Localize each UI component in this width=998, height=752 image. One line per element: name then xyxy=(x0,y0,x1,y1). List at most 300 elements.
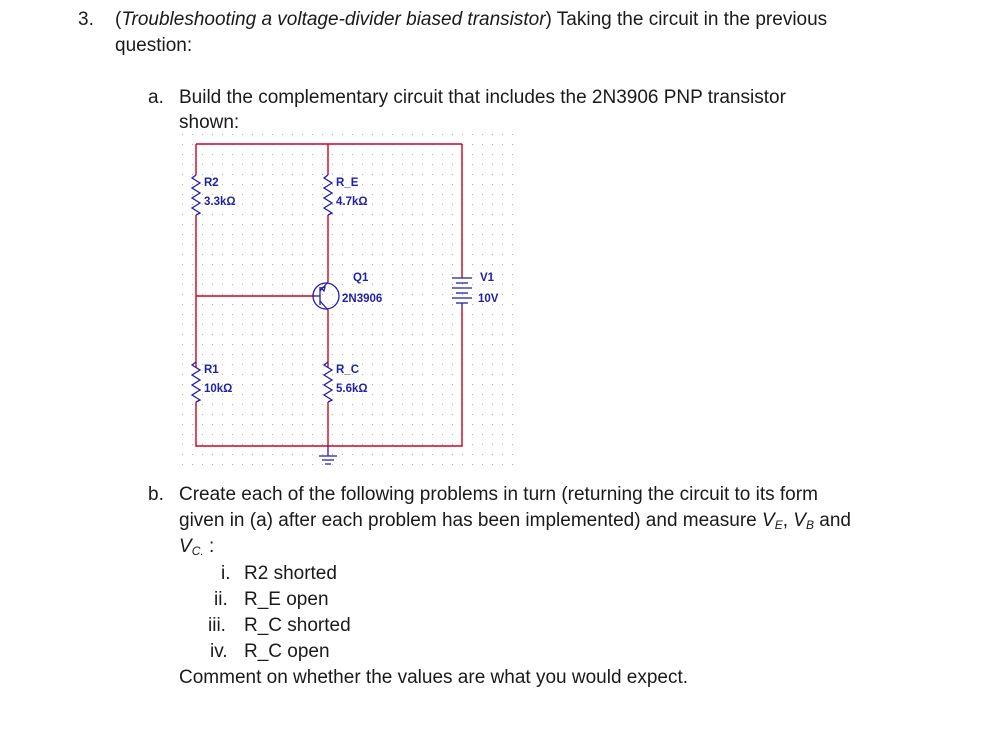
grid-dot xyxy=(492,174,493,175)
grid-dot xyxy=(352,454,353,455)
grid-dot xyxy=(332,414,333,415)
grid-dot xyxy=(232,444,233,445)
circuit-components xyxy=(192,175,472,464)
grid-dot xyxy=(312,384,313,385)
grid-dot xyxy=(492,134,493,135)
grid-dot xyxy=(322,354,323,355)
grid-dot xyxy=(432,214,433,215)
grid-dot xyxy=(452,384,453,385)
grid-dot xyxy=(482,414,483,415)
grid-dot xyxy=(232,274,233,275)
grid-dot xyxy=(432,224,433,225)
grid-dot xyxy=(372,244,373,245)
grid-dot xyxy=(372,434,373,435)
grid-dot xyxy=(502,144,503,145)
grid-dot xyxy=(512,434,513,435)
grid-dot xyxy=(232,264,233,265)
grid-dot xyxy=(282,364,283,365)
grid-dot xyxy=(332,294,333,295)
grid-dot xyxy=(452,334,453,335)
grid-dot xyxy=(262,454,263,455)
grid-dot xyxy=(452,184,453,185)
grid-dot xyxy=(302,324,303,325)
grid-dot xyxy=(452,434,453,435)
grid-dot xyxy=(452,224,453,225)
grid-dot xyxy=(202,314,203,315)
grid-dot xyxy=(202,404,203,405)
grid-dot xyxy=(242,364,243,365)
grid-dot xyxy=(442,174,443,175)
grid-dot xyxy=(402,464,403,465)
grid-dot xyxy=(212,424,213,425)
grid-dot xyxy=(382,454,383,455)
grid-dot xyxy=(232,434,233,435)
grid-dot xyxy=(202,284,203,285)
grid-dot xyxy=(202,434,203,435)
grid-dot xyxy=(412,154,413,155)
grid-dot xyxy=(442,464,443,465)
grid-dot xyxy=(332,394,333,395)
grid-dot xyxy=(272,294,273,295)
grid-dot xyxy=(452,324,453,325)
grid-dot xyxy=(362,244,363,245)
grid-dot xyxy=(412,334,413,335)
grid-dot xyxy=(432,444,433,445)
grid-dot xyxy=(512,334,513,335)
grid-dot xyxy=(312,244,313,245)
grid-dot xyxy=(482,284,483,285)
grid-dot xyxy=(282,194,283,195)
q1-emitter-arrow-icon xyxy=(321,287,325,291)
grid-dot xyxy=(312,284,313,285)
grid-dot xyxy=(222,304,223,305)
grid-dot xyxy=(442,444,443,445)
grid-dot xyxy=(372,374,373,375)
grid-dot xyxy=(502,194,503,195)
r1-name: R1 xyxy=(204,364,219,376)
grid-dot xyxy=(512,274,513,275)
circuit-schematic xyxy=(178,130,520,476)
list-item: R2 shorted xyxy=(244,563,337,584)
grid-dot xyxy=(502,154,503,155)
grid-dot xyxy=(182,344,183,345)
grid-dot xyxy=(392,374,393,375)
grid-dot xyxy=(382,274,383,275)
grid-dot xyxy=(342,434,343,435)
r1-resistor-symbol xyxy=(192,362,200,402)
grid-dot xyxy=(202,324,203,325)
grid-dot xyxy=(292,304,293,305)
grid-dot xyxy=(202,234,203,235)
grid-dot xyxy=(512,244,513,245)
grid-dot xyxy=(482,144,483,145)
grid-dot xyxy=(282,344,283,345)
grid-dot xyxy=(282,334,283,335)
grid-dot xyxy=(442,354,443,355)
grid-dot xyxy=(482,204,483,205)
grid-dot xyxy=(332,324,333,325)
grid-dot xyxy=(322,464,323,465)
grid-dot xyxy=(232,134,233,135)
question-number: 3. xyxy=(78,9,94,30)
grid-dot xyxy=(332,384,333,385)
grid-dot xyxy=(262,434,263,435)
grid-dot xyxy=(322,384,323,385)
grid-dot xyxy=(382,404,383,405)
grid-dot xyxy=(472,274,473,275)
grid-dot xyxy=(382,224,383,225)
grid-dot xyxy=(482,454,483,455)
grid-dot xyxy=(182,374,183,375)
part-b-line2: given in (a) after each problem has been implemented) and measure $V_E$, $V_B$ and xyxy=(179,510,851,532)
grid-dot xyxy=(252,174,253,175)
grid-dot xyxy=(402,234,403,235)
grid-dot xyxy=(512,444,513,445)
grid-dot xyxy=(442,414,443,415)
grid-dot xyxy=(322,394,323,395)
grid-dot xyxy=(392,184,393,185)
grid-dot xyxy=(222,224,223,225)
grid-dot xyxy=(242,464,243,465)
grid-dot xyxy=(252,404,253,405)
grid-dot xyxy=(482,234,483,235)
grid-dot xyxy=(352,244,353,245)
grid-dot xyxy=(252,434,253,435)
grid-dot xyxy=(432,464,433,465)
grid-dot xyxy=(332,314,333,315)
grid-dot xyxy=(302,174,303,175)
grid-dot xyxy=(342,454,343,455)
grid-dot xyxy=(482,374,483,375)
grid-dot xyxy=(402,364,403,365)
grid-dot xyxy=(502,434,503,435)
grid-dot xyxy=(252,234,253,235)
grid-dot xyxy=(442,344,443,345)
grid-dot xyxy=(372,334,373,335)
grid-dot xyxy=(392,274,393,275)
grid-dot xyxy=(192,434,193,435)
grid-dot xyxy=(452,344,453,345)
grid-dot xyxy=(272,244,273,245)
grid-dot xyxy=(422,244,423,245)
grid-dot xyxy=(302,454,303,455)
grid-dot xyxy=(352,324,353,325)
grid-dot xyxy=(192,344,193,345)
grid-dot xyxy=(262,304,263,305)
grid-dot xyxy=(262,244,263,245)
part-a-line2: shown: xyxy=(179,112,240,133)
grid-dot xyxy=(222,434,223,435)
grid-dot xyxy=(182,234,183,235)
grid-dot xyxy=(472,164,473,165)
grid-dot xyxy=(222,244,223,245)
grid-dot xyxy=(422,314,423,315)
grid-dot xyxy=(342,334,343,335)
grid-dot xyxy=(492,464,493,465)
grid-dot xyxy=(252,364,253,365)
grid-dot xyxy=(392,464,393,465)
grid-dot xyxy=(302,224,303,225)
grid-dot xyxy=(332,194,333,195)
grid-dot xyxy=(362,264,363,265)
grid-dot xyxy=(282,154,283,155)
grid-dot xyxy=(272,234,273,235)
grid-dot xyxy=(482,444,483,445)
grid-dot xyxy=(262,164,263,165)
grid-dot xyxy=(282,134,283,135)
grid-dot xyxy=(232,414,233,415)
grid-dot xyxy=(192,174,193,175)
grid-dot xyxy=(492,424,493,425)
grid-dot xyxy=(282,434,283,435)
grid-dot xyxy=(442,434,443,435)
grid-dot xyxy=(502,184,503,185)
grid-dot xyxy=(472,354,473,355)
grid-dot xyxy=(412,414,413,415)
grid-dot xyxy=(182,174,183,175)
grid-dot xyxy=(392,284,393,285)
grid-dot xyxy=(502,354,503,355)
grid-dot xyxy=(232,194,233,195)
grid-dot xyxy=(372,194,373,195)
grid-dot xyxy=(372,184,373,185)
grid-dot xyxy=(222,174,223,175)
grid-dot xyxy=(252,224,253,225)
grid-dot xyxy=(372,364,373,365)
grid-dot xyxy=(472,344,473,345)
grid-dot xyxy=(512,144,513,145)
grid-dot xyxy=(192,164,193,165)
grid-dot xyxy=(322,434,323,435)
grid-dot xyxy=(312,164,313,165)
grid-dot xyxy=(322,294,323,295)
grid-dot xyxy=(402,194,403,195)
grid-dot xyxy=(332,334,333,335)
grid-dot xyxy=(512,154,513,155)
grid-dot xyxy=(442,154,443,155)
grid-dot xyxy=(432,324,433,325)
grid-dot xyxy=(242,274,243,275)
grid-dot xyxy=(312,404,313,405)
grid-dot xyxy=(302,394,303,395)
grid-dot xyxy=(402,244,403,245)
grid-dot xyxy=(252,304,253,305)
grid-dot xyxy=(252,214,253,215)
grid-dot xyxy=(292,364,293,365)
grid-dot xyxy=(192,314,193,315)
grid-dot xyxy=(492,224,493,225)
grid-dot xyxy=(512,304,513,305)
grid-dot xyxy=(242,434,243,435)
grid-dot xyxy=(412,364,413,365)
grid-dot xyxy=(262,364,263,365)
grid-dot xyxy=(312,364,313,365)
grid-dot xyxy=(192,244,193,245)
grid-dot xyxy=(402,374,403,375)
grid-dot xyxy=(472,224,473,225)
grid-dot xyxy=(192,444,193,445)
grid-dot xyxy=(432,434,433,435)
grid-dot xyxy=(212,354,213,355)
grid-dot xyxy=(322,424,323,425)
wire-right-bottom xyxy=(328,308,462,446)
grid-dot xyxy=(192,424,193,425)
grid-dot xyxy=(302,404,303,405)
grid-dot xyxy=(472,414,473,415)
grid-dot xyxy=(182,294,183,295)
grid-dot xyxy=(492,324,493,325)
grid-dot xyxy=(482,324,483,325)
grid-dot xyxy=(352,434,353,435)
grid-dot xyxy=(212,244,213,245)
grid-dot xyxy=(452,304,453,305)
grid-dot xyxy=(512,174,513,175)
grid-dot xyxy=(452,364,453,365)
grid-dot xyxy=(472,464,473,465)
grid-dot xyxy=(282,294,283,295)
grid-dot xyxy=(332,244,333,245)
grid-dot xyxy=(272,424,273,425)
grid-dot xyxy=(192,184,193,185)
grid-dot xyxy=(282,374,283,375)
grid-dot xyxy=(192,414,193,415)
grid-dot xyxy=(392,244,393,245)
grid-dot xyxy=(262,404,263,405)
grid-dot xyxy=(452,214,453,215)
grid-dot xyxy=(182,464,183,465)
grid-dot xyxy=(352,354,353,355)
grid-dot xyxy=(382,134,383,135)
grid-dot xyxy=(422,304,423,305)
grid-dot xyxy=(182,254,183,255)
grid-dot xyxy=(492,244,493,245)
grid-dot xyxy=(272,444,273,445)
grid-dot xyxy=(492,154,493,155)
grid-dot xyxy=(292,244,293,245)
grid-dot xyxy=(272,464,273,465)
grid-dot xyxy=(432,204,433,205)
list-marker: i. xyxy=(221,563,231,584)
grid-dot xyxy=(202,224,203,225)
grid-dot xyxy=(382,394,383,395)
grid-dot xyxy=(282,444,283,445)
grid-dot xyxy=(222,254,223,255)
grid-dot xyxy=(402,414,403,415)
grid-dot xyxy=(342,314,343,315)
grid-dot xyxy=(202,354,203,355)
grid-dot xyxy=(412,454,413,455)
grid-dot xyxy=(392,134,393,135)
grid-dot xyxy=(382,334,383,335)
grid-dot xyxy=(462,134,463,135)
grid-dot xyxy=(362,134,363,135)
grid-dot xyxy=(482,174,483,175)
grid-dot xyxy=(372,154,373,155)
grid-dot xyxy=(332,424,333,425)
grid-dot xyxy=(292,334,293,335)
grid-dot xyxy=(382,184,383,185)
grid-dot xyxy=(442,454,443,455)
grid-dot xyxy=(422,174,423,175)
grid-dot xyxy=(222,464,223,465)
grid-dot xyxy=(292,164,293,165)
grid-dot xyxy=(482,334,483,335)
grid-dot xyxy=(442,304,443,305)
grid-dot xyxy=(472,324,473,325)
grid-dot xyxy=(372,344,373,345)
grid-dot xyxy=(472,194,473,195)
grid-dot xyxy=(322,184,323,185)
grid-dot xyxy=(242,304,243,305)
grid-dot xyxy=(372,274,373,275)
grid-dot xyxy=(292,434,293,435)
grid-dot xyxy=(502,204,503,205)
grid-dot xyxy=(402,184,403,185)
grid-dot xyxy=(372,424,373,425)
grid-dot xyxy=(242,394,243,395)
grid-dot xyxy=(502,424,503,425)
grid-dot xyxy=(352,154,353,155)
grid-dot xyxy=(332,364,333,365)
grid-dot xyxy=(472,264,473,265)
grid-dot xyxy=(342,354,343,355)
grid-dot xyxy=(432,154,433,155)
grid-dot xyxy=(372,224,373,225)
grid-dot xyxy=(492,144,493,145)
grid-dot xyxy=(312,374,313,375)
grid-dot xyxy=(512,384,513,385)
grid-dot xyxy=(452,314,453,315)
grid-dot xyxy=(202,364,203,365)
grid-dot xyxy=(202,334,203,335)
grid-dot xyxy=(272,414,273,415)
grid-dot xyxy=(392,434,393,435)
grid-dot xyxy=(312,254,313,255)
grid-dot xyxy=(222,284,223,285)
grid-dot xyxy=(442,234,443,235)
grid-dot xyxy=(372,324,373,325)
grid-dot xyxy=(372,174,373,175)
grid-dot xyxy=(182,404,183,405)
grid-dot xyxy=(492,404,493,405)
grid-dot xyxy=(302,204,303,205)
grid-dot xyxy=(412,354,413,355)
grid-dot xyxy=(452,414,453,415)
grid-dot xyxy=(452,164,453,165)
grid-dot xyxy=(322,374,323,375)
grid-dot xyxy=(492,444,493,445)
grid-dot xyxy=(272,394,273,395)
grid-dot xyxy=(182,444,183,445)
grid-dot xyxy=(242,204,243,205)
grid-dot xyxy=(422,394,423,395)
grid-dot xyxy=(282,164,283,165)
grid-dot xyxy=(422,424,423,425)
grid-dot xyxy=(402,314,403,315)
grid-dot xyxy=(422,224,423,225)
grid-dot xyxy=(222,334,223,335)
grid-dot xyxy=(322,154,323,155)
grid-dot xyxy=(342,464,343,465)
grid-dot xyxy=(452,194,453,195)
grid-dot xyxy=(192,454,193,455)
grid-dot xyxy=(492,194,493,195)
grid-dot xyxy=(272,374,273,375)
grid-dot xyxy=(322,174,323,175)
grid-dot xyxy=(302,214,303,215)
grid-dot xyxy=(262,314,263,315)
grid-dot xyxy=(422,404,423,405)
